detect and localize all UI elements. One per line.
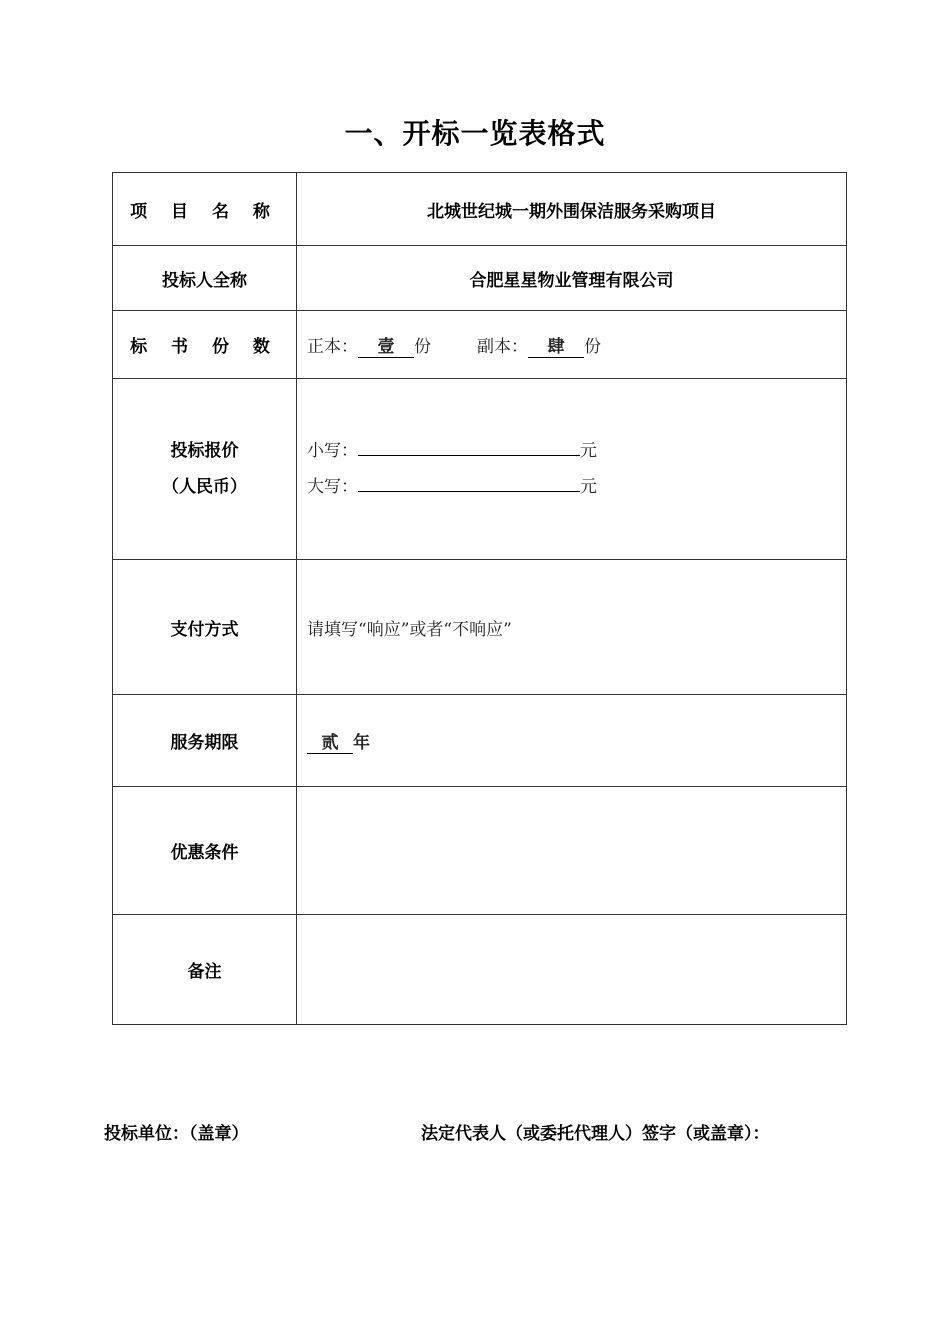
service-period-value xyxy=(297,695,847,787)
footer-bidder-unit: 投标单位：（盖章） xyxy=(104,1124,249,1144)
page-title: 一、开标一览表格式 xyxy=(344,117,606,150)
price-label: 投标报价 （人民币） xyxy=(113,379,297,560)
payment-value: 请填写“响应”或者“不响应” xyxy=(297,560,847,695)
price-upper-blank xyxy=(358,475,580,492)
row-copies xyxy=(113,311,847,379)
discount-label: 优惠条件 xyxy=(113,787,297,915)
project-name-value: 北城世纪城一期外围保洁服务采购项目 xyxy=(297,173,847,246)
price-upper: 大写： 元 xyxy=(307,477,597,497)
copy-suffix: 份 xyxy=(584,336,601,357)
row-discount xyxy=(113,787,847,915)
bidder-label: 投标人全称 xyxy=(113,246,297,311)
service-period-years: 贰 xyxy=(307,733,353,754)
row-project-name xyxy=(113,173,847,246)
service-period-suffix: 年 xyxy=(353,732,370,753)
copy-count: 肆 xyxy=(528,337,584,358)
price-lower-blank xyxy=(358,439,580,456)
row-price xyxy=(113,379,847,560)
row-payment xyxy=(113,560,847,695)
row-bidder xyxy=(113,246,847,311)
bid-opening-table xyxy=(112,172,847,1025)
bidder-value: 合肥星星物业管理有限公司 xyxy=(297,246,847,311)
original-prefix: 正本： xyxy=(307,336,358,357)
remarks-value xyxy=(297,915,847,1025)
copies-label: 标 书 份 数 xyxy=(113,311,297,379)
price-lower: 小写： 元 xyxy=(307,441,597,461)
footer-legal-rep: 法定代表人（或委托代理人）签字（或盖章）： xyxy=(421,1124,770,1144)
original-suffix: 份 xyxy=(414,336,431,357)
discount-value xyxy=(297,787,847,915)
copies-value xyxy=(297,311,847,379)
row-service-period xyxy=(113,695,847,787)
payment-label: 支付方式 xyxy=(113,560,297,695)
original-count: 壹 xyxy=(358,337,414,358)
service-period-label: 服务期限 xyxy=(113,695,297,787)
row-remarks xyxy=(113,915,847,1025)
project-name-label: 项 目 名 称 xyxy=(113,173,297,246)
copy-prefix: 副本： xyxy=(477,336,528,357)
price-value xyxy=(297,379,847,560)
remarks-label: 备注 xyxy=(113,915,297,1025)
